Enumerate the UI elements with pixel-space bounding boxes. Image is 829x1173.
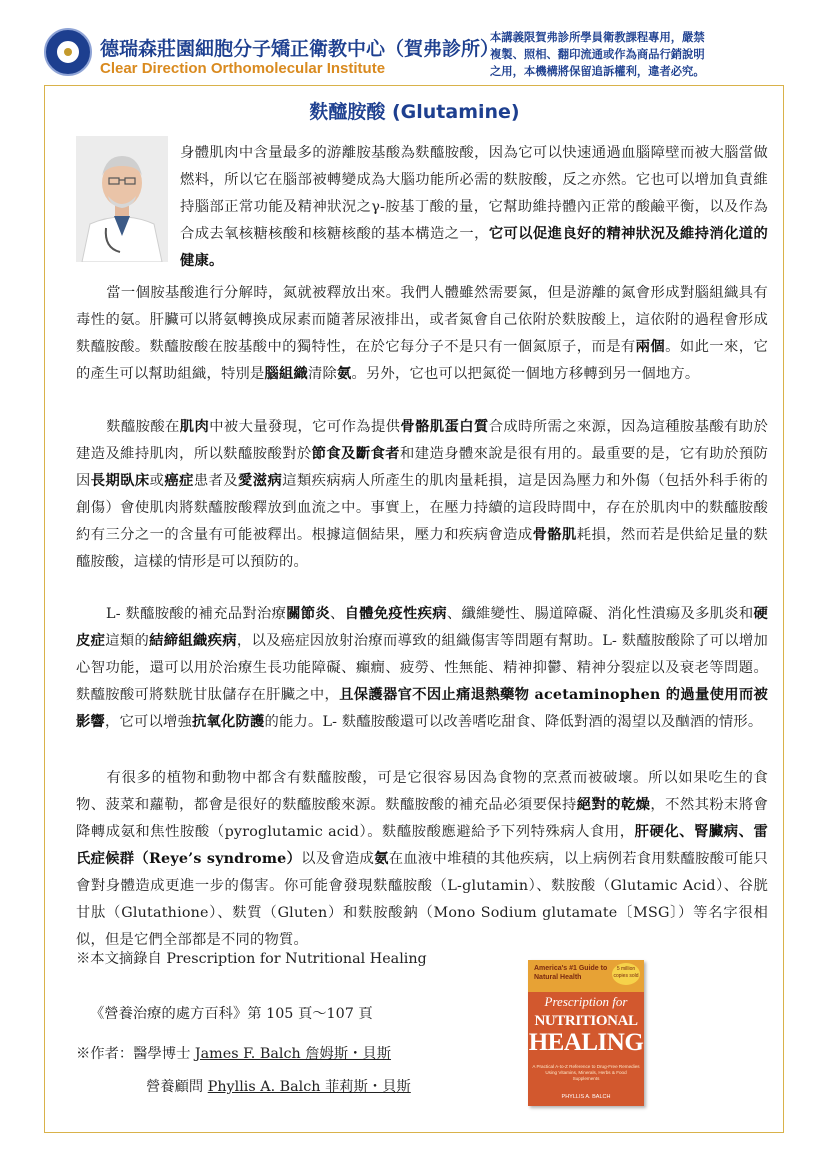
- reference-title: 《營養治療的處方百科》第 105 頁～107 頁: [90, 1006, 373, 1022]
- book-author: PHYLLIS A. BALCH: [561, 1094, 611, 1100]
- paragraph-intro: [180, 140, 768, 275]
- paragraph-nitrogen: [76, 280, 768, 388]
- text-run: 有很多的植物和動物中都含有麩醯胺酸，可是它很容易因為食物的烹煮而被破壞。所以如果吃生的食物、菠菜和蘿勒，都會是很好的麩醯胺酸來源。麩醯胺酸的補充品必須要保持: [76, 770, 768, 813]
- text-run: 身體肌肉中含量最多的游離胺基酸為麩醯胺酸，因為它可以快速通過血腦障壁而被大腦當做燃料，所以它在腦部被轉變成為大腦功能所必需的麩胺酸，反之亦然。它也可以增加負責維持腦部正常功能及精神狀況之γ-胺基丁酸的量，它幫助維持體內正常的酸鹼平衡，以及作為合成去氧核糖核酸和核糖核酸的基本構造之一，: [180, 145, 768, 242]
- emphasis: 自體免疫性疾病: [344, 606, 447, 622]
- book-tagline: America's #1 Guide to Natural Health: [534, 965, 608, 981]
- org-name-chinese: 德瑞森莊園細胞分子矯正衛教中心（賀弗診所）: [100, 38, 500, 60]
- emphasis: 關節炎: [286, 606, 331, 622]
- author-credit: [146, 1076, 411, 1096]
- book-subtitle: A Practical A-to-Z Reference to Drug-Free Remedies Using Vitamins, Minerals, Herbs & Food Supplements: [532, 1064, 640, 1081]
- text-run: 中被大量發現，它可作為提供: [209, 419, 401, 435]
- book-title-line2: HEALING: [528, 1029, 644, 1056]
- notice-line: 之用，本機構將保留追訴權利，違者必究。: [490, 65, 705, 78]
- emphasis: 抗氧化防護: [191, 714, 265, 730]
- author-name: Phyllis A. Balch 菲莉斯・貝斯: [207, 1079, 411, 1095]
- author-credit: [76, 1043, 391, 1063]
- book-cover-image: [528, 960, 644, 1106]
- page-header: [0, 0, 829, 82]
- author-label: 營養顧問: [146, 1079, 208, 1095]
- emphasis: 肝硬化、腎臟病、雷氏症候群（Reye’s syndrome）: [76, 824, 768, 867]
- text-run: 和建造身體來說是很有用的。最重要的是，它有助於預防因: [76, 446, 769, 489]
- book-title-line1: NUTRITIONAL: [534, 1013, 638, 1029]
- author-name: James F. Balch 詹姆斯・貝斯: [194, 1046, 392, 1062]
- text-run: 麩醯胺酸在: [106, 419, 180, 435]
- text-run: 。另外，它也可以把氮從一個地方移轉到另一個地方。: [351, 366, 700, 382]
- paragraph-sources: [76, 765, 768, 954]
- text-run: 、纖維變性、腸道障礙、消化性潰瘍及多肌炎和: [446, 606, 754, 622]
- text-run: ，它可以增強: [105, 714, 192, 730]
- text-run: 、: [330, 606, 345, 622]
- source-note: ※本文摘錄自 Prescription for Nutritional Healing: [76, 951, 427, 967]
- emphasis: 肌肉: [179, 419, 210, 435]
- emphasis: 結締組織疾病: [149, 633, 237, 649]
- emphasis: 硬皮症: [76, 606, 768, 649]
- author-portrait-photo: [76, 136, 168, 262]
- institute-logo: [44, 28, 92, 76]
- text-run: 這類疾病病人所產生的肌肉量耗損，這是因為壓力和外傷（包括外科手術的創傷）會使肌肉將麩醯胺酸釋放到血流之中。事實上，在壓力持續的這段時間中，存在於肌肉中的麩醯胺酸約有三分之一的含量有可能被釋出。根據這個結果，壓力和疾病會造成: [76, 473, 768, 543]
- text-run: ，以及癌症因放射治療而導致的組織傷害等問題有幫助。L- 麩醯胺酸除了可以增加心智功能，還可以用於治療生長功能障礙、癲癇、疲勞、性無能、精神抑鬱、精神分裂症以及衰老等問題。麩醯胺酸可將麩胱甘肽儲存在肝臟之中，: [76, 633, 768, 703]
- emphasis: 氨: [336, 366, 352, 382]
- emphasis: 癌症: [164, 473, 194, 489]
- author-label: ※作者：醫學博士: [76, 1046, 195, 1062]
- text-run: 在血液中堆積的其他疾病，以上病例若食用麩醯胺酸可能只會對身體造成更進一步的傷害。你可能會發現麩醯胺酸（L-glutamin）、麩胺酸（Glutamic Acid）、谷胱甘肽（Glutathione）、麩質（Gluten）和麩胺酸鈉（Mono Sodium glutamate〔MSG〕）等名字很相似，但是它們全部都是不同的物質。: [76, 851, 769, 948]
- emphasis: 長期臥床: [90, 473, 150, 489]
- emphasis: 它可以促進良好的精神狀況及維持消化道的健康。: [180, 226, 768, 269]
- paragraph-muscle: [76, 414, 768, 576]
- book-title-script: Prescription for: [544, 994, 628, 1009]
- text-run: ，不然其粉末將會降轉成氨和焦性胺酸（pyroglutamic acid）。麩醯胺酸應避給予下列特殊病人食用，: [76, 797, 768, 840]
- emphasis: 愛滋病: [238, 473, 283, 489]
- emphasis: 氨: [374, 851, 389, 867]
- emphasis: 絕對的乾燥: [576, 797, 651, 813]
- text-run: 當一個胺基酸進行分解時，氮就被釋放出來。我們人體雖然需要氮，但是游離的氮會形成對腦組織具有毒性的氨。肝臟可以將氨轉換成尿素而隨著尿液排出，或者氮會自己依附於麩胺酸上，這依附的過程會形成麩醯胺酸。麩醯胺酸在胺基酸中的獨特性，在於它每分子不是只有一個氮原子，而是有: [76, 285, 768, 355]
- text-run: 清除: [307, 366, 337, 382]
- text-run: L- 麩醯胺酸的補充品對治療: [106, 606, 287, 622]
- paragraph-supplements: [76, 601, 768, 736]
- text-run: 。如此一來，它的產生可以幫助組織，特別是: [76, 339, 768, 382]
- emphasis: 節食及斷食者: [311, 446, 401, 462]
- org-name-english: Clear Direction Orthomolecular Institute: [100, 60, 386, 77]
- article-title: 麩醯胺酸 (Glutamine): [309, 101, 520, 123]
- text-run: 或: [149, 473, 165, 489]
- emphasis: 兩個: [635, 339, 666, 355]
- text-run: 患者及: [193, 473, 239, 489]
- copyright-notice: [490, 29, 790, 80]
- book-badge: 5 million copies sold: [612, 963, 640, 985]
- text-run: 耗損，然而若是供給足量的麩醯胺酸，這樣的情形是可以預防的。: [76, 527, 768, 570]
- notice-line: 複製、照相、翻印流通或作為商品行銷說明: [490, 48, 705, 61]
- emphasis: 骨骼肌: [532, 527, 577, 543]
- emphasis: 且保護器官不因止痛退熱藥物 acetaminophen 的過量使用而被影響: [76, 687, 768, 730]
- text-run: 這類的: [105, 633, 150, 649]
- notice-line: 本講義限賀弗診所學員衛教課程專用，嚴禁: [490, 31, 705, 44]
- emphasis: 骨骼肌蛋白質: [400, 419, 489, 435]
- text-run: 的能力。L- 麩醯胺酸還可以改善嗜吃甜食、降低對酒的渴望以及酗酒的情形。: [264, 714, 763, 730]
- text-run: 合成時所需之來源，因為這種胺基酸有助於建造及維持肌肉，所以麩醯胺酸對於: [76, 419, 768, 462]
- emphasis: 腦組織: [264, 366, 308, 382]
- text-run: 以及會造成: [301, 851, 375, 867]
